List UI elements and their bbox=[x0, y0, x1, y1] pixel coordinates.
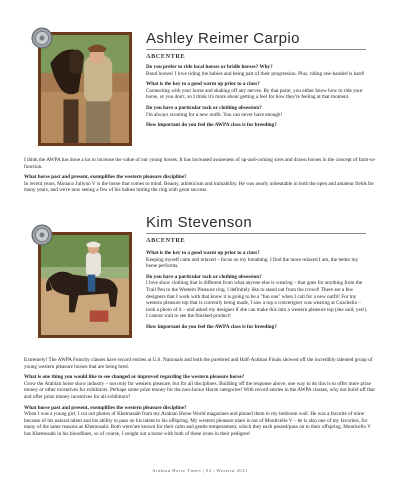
ashley-role: ABCENTRE bbox=[146, 53, 186, 60]
kim-q4: What is one thing you would like to see changed or improved regarding the western pleasure horse? bbox=[24, 374, 245, 381]
ashley-q2: What is the key to a good warm up prior to a class? bbox=[146, 81, 260, 88]
concho-ornament-icon bbox=[31, 224, 53, 246]
kim-qa-full bbox=[24, 357, 376, 438]
kim-a5: When I was a young girl, I cut out photos of Khemosabi from my Arabian Horse World magazines and pinned them to my bedroom wall. He was a favorite of mine because of his natural talent and his ability to pass on his talent to his offspring. My western pleasure mare is out of Monticello V – he is also one of my favorites, for many of the same reasons as Khemosabi. Both were/are known for their calm and gentle temperament, which they each passed/pass on to their offspring. Monticello V has Khemosabi in his bloodlines, so of course, I sought out a horse with both of these icons in their pedigree! bbox=[24, 411, 371, 437]
kim-photo bbox=[38, 232, 132, 338]
ashley-a5: In recent years, Monaco Jullynn V is the horse that comes to mind. Beauty, athleticism and trainability. He was nearly unbeatable in both the open and amateur fields for many years, and we're now seeing a few of his babies hitting the ring with great success. bbox=[24, 180, 375, 194]
kim-qa-column bbox=[146, 250, 368, 331]
ashley-a1: Bond horses! I love riding the babies and being part of their progression. Plus, riding one-handed is hard! bbox=[146, 70, 365, 77]
ashley-name-rule bbox=[146, 49, 366, 50]
ashley-a4: I think the AWPA has done a lot to increase the value of our young horses. It has increased awareness of up-and-coming sires and drawn horses in the concept of farm-to-function. bbox=[24, 157, 376, 170]
kim-q1: What is the key to a good warm up prior to a class? bbox=[146, 250, 260, 256]
kim-name-rule bbox=[146, 233, 366, 234]
ashley-name: Ashley Reimer Carpio bbox=[146, 30, 300, 47]
ashley-qa-full bbox=[24, 157, 376, 194]
concho-ornament-icon bbox=[31, 27, 53, 49]
ashley-q1: Do you prefer to ride local horses or bridle horses? Why? bbox=[146, 64, 273, 70]
ashley-a3: I'm always scouting for a new outfit. You can never have enough! bbox=[146, 111, 283, 118]
kim-q5: What horse past and present, exemplifies the western pleasure discipline? bbox=[24, 404, 187, 411]
kim-q3: How important do you feel the AWPA class is for breeding? bbox=[146, 323, 277, 330]
kim-role: ABCENTRE bbox=[146, 237, 186, 244]
ashley-photo bbox=[38, 32, 132, 146]
kim-a2: I love show clothing that is different from what anyone else is wearing – that goes for anything from the Trail Pen to the Western Pleasure ring. I definitely like to stand out from the crowd! There are a few designers that I work with that know it is going to be a "fun one" when I call for a new outfit! For my western pleasure top that is currently being made, I saw a top a concertgoer was wearing at Coachella – took a photo of it – and asked my designer if she can make this into a western pleasure top (she said, yes!). I cannot wait to see the finished product! bbox=[146, 280, 368, 320]
kim-a4: Grow the Arabian horse show industry – not only for western pleasure, but for all disciplines. Building off the response above, one way to do this is to offer more prize money or other incentives for exhibitors. Perhaps some prize money for the non-Junior Horse categories! With record entries in the AWPA classes, why not build off that and offer prize money incentives for all exhibitors? bbox=[24, 380, 375, 400]
kim-q2: Do you have a particular tack or clothing obsession? bbox=[146, 273, 262, 280]
ashley-q4: How important do you feel the AWPA class is for breeding? bbox=[146, 122, 277, 129]
kim-a1: Keeping myself calm and relaxed – focus on my breathing. I find the more relaxed I am, the better my horse performs. bbox=[146, 256, 359, 270]
kim-name: Kim Stevenson bbox=[146, 214, 253, 231]
ashley-q3: Do you have a particular tack or clothing obsession? bbox=[146, 104, 262, 111]
ashley-q5: What horse past and present, exemplifies the western pleasure discipline? bbox=[24, 174, 187, 181]
ashley-a2: Connecting with your horse and shaking off any nerves. By that point, you either know how to ride your horse, or you don't, so I think it's more about getting a feel for how they're feeling at that moment. bbox=[146, 87, 363, 101]
page-footer: Arabian Horse Times | 62 | Western 2021 bbox=[152, 468, 248, 473]
kim-a3: Extremely! The AWPA Futurity classes have record entries at U.S. Nationals and both the purebred and Half-Arabian Finals showed off the incredibly talented group of young western pleasure horses that are being bred. bbox=[24, 357, 373, 370]
ashley-qa-column bbox=[146, 64, 368, 129]
